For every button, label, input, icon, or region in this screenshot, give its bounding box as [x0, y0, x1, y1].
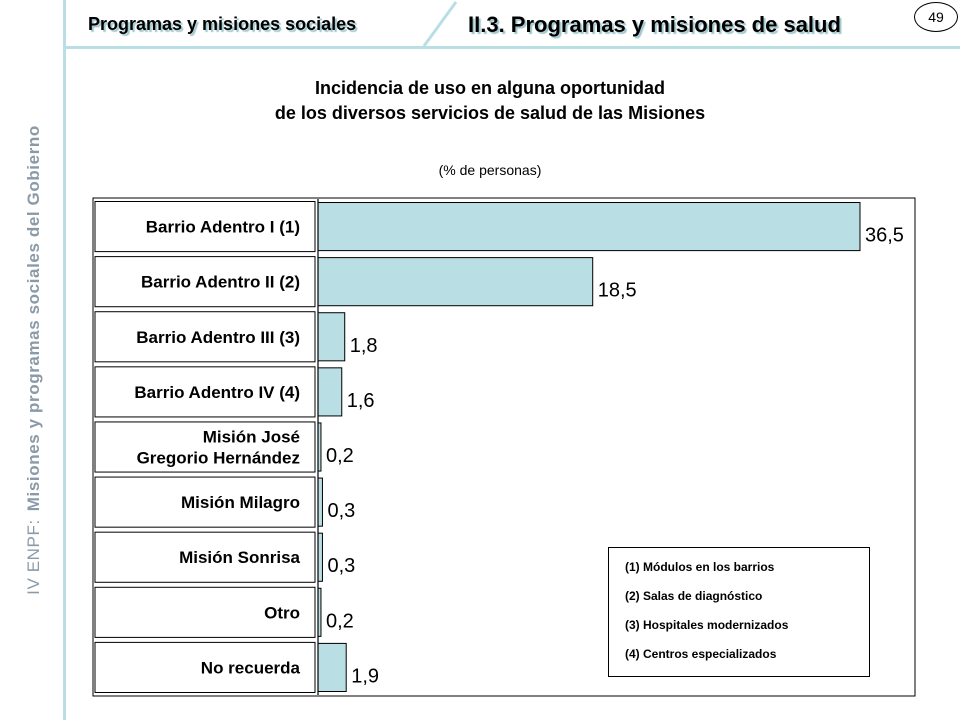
bar-value-label: 1,9: [351, 665, 380, 688]
category-label: Barrio Adentro I (1): [145, 217, 300, 237]
bar-value-label: 1,8: [349, 334, 378, 357]
bar: [318, 203, 860, 251]
category-label: Barrio Adentro IV (4): [134, 382, 300, 402]
bar-value-label: 0,3: [327, 555, 356, 578]
sidebar-label-lead: IV ENPF:: [24, 519, 43, 595]
subsection-title: II.3. Programas y misiones de salud: [468, 12, 841, 37]
bar: [318, 313, 345, 361]
page-number-badge: 49: [914, 2, 958, 32]
legend-item-4: (4) Centros especializados: [625, 647, 777, 661]
bar-value-label: 0,2: [325, 445, 354, 467]
category-label: Misión José: [202, 427, 300, 447]
chart-title-line-1: Incidencia de uso en alguna oportunidad: [314, 78, 666, 98]
category-label: Barrio Adentro II (2): [141, 272, 300, 292]
sidebar-label-text: Misiones y programas sociales del Gobierno: [24, 125, 43, 512]
category-label: Otro: [264, 603, 300, 623]
bar-value-label: 0,3: [327, 500, 356, 523]
bar: [318, 533, 322, 581]
bar: [318, 478, 322, 526]
bar-value-label: 0,2: [325, 610, 354, 633]
bar: [318, 368, 342, 416]
legend-item-1: (1) Módulos en los barrios: [625, 560, 775, 574]
chart-legend: [608, 547, 870, 677]
category-label: Misión Milagro: [181, 493, 300, 513]
bar-value-label: 36,5: [865, 224, 904, 247]
category-label: Barrio Adentro III (3): [136, 327, 300, 347]
section-title: Programas y misiones sociales: [88, 14, 357, 34]
legend-item-3: (3) Hospitales modernizados: [625, 618, 789, 632]
chart-title-line-2: de los diversos servicios de salud de las Misiones: [274, 103, 706, 123]
bar: [318, 643, 346, 691]
category-label: Misión Sonrisa: [179, 548, 300, 568]
bar: [318, 258, 593, 306]
category-label: Gregorio Hernández: [136, 448, 300, 468]
legend-item-2: (2) Salas de diagnóstico: [625, 589, 763, 603]
bar-value-label: 1,6: [346, 389, 375, 412]
bar-value-label: 18,5: [597, 279, 637, 302]
category-label: No recuerda: [200, 658, 300, 678]
chart-subtitle: (% de personas): [438, 162, 542, 178]
